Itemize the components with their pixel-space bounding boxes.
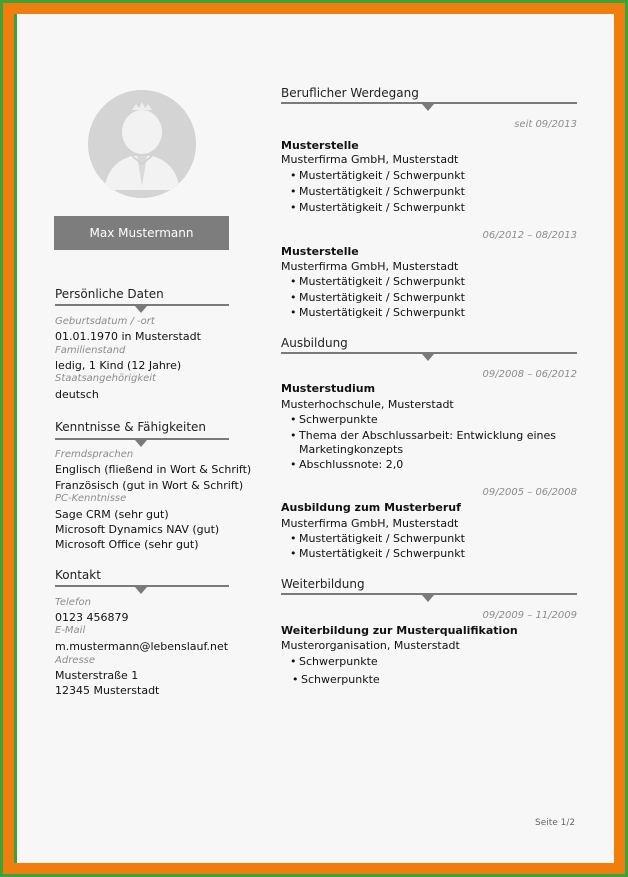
section-divider-arrow: [135, 440, 147, 447]
field-value: Microsoft Dynamics NAV (gut): [55, 523, 220, 536]
field-value: deutsch: [55, 388, 99, 401]
list-item: • Mustertätigkeit / Schwerpunkt: [299, 291, 465, 304]
entry-title: Musterstudium: [281, 382, 376, 395]
field-label: Geburtsdatum / -ort: [55, 316, 155, 327]
section-title-skills: Kenntnisse & Fähigkeiten: [55, 420, 207, 434]
list-item: • Thema der Abschlussarbeit: Entwicklung eines: [299, 429, 556, 442]
entry-subtitle: Musterfirma GmbH, Musterstadt: [281, 260, 459, 273]
entry-date: seit 09/2013: [514, 119, 577, 130]
list-item: • Mustertätigkeit / Schwerpunkt: [299, 275, 465, 288]
entry-date: 09/2009 – 11/2009: [482, 610, 577, 621]
list-item: • Schwerpunkte: [299, 413, 378, 426]
field-label: E-Mail: [55, 625, 86, 636]
section-divider-arrow: [422, 595, 434, 602]
entry-date: 09/2008 – 06/2012: [482, 369, 577, 380]
list-item: • Mustertätigkeit / Schwerpunkt: [299, 185, 465, 198]
entry-title: Weiterbildung zur Musterqualifikation: [281, 624, 518, 637]
entry-subtitle: Musterfirma GmbH, Musterstadt: [281, 517, 459, 530]
list-item: • Mustertätigkeit / Schwerpunkt: [299, 201, 465, 214]
list-item-continuation: Marketingkonzepts: [299, 443, 404, 456]
list-item: • Mustertätigkeit / Schwerpunkt: [299, 547, 465, 560]
entry-subtitle: Musterorganisation, Musterstadt: [281, 639, 460, 652]
field-label: Adresse: [55, 655, 96, 666]
section-title-training: Weiterbildung: [281, 577, 365, 591]
field-value: ledig, 1 Kind (12 Jahre): [55, 359, 182, 372]
field-label: Telefon: [55, 597, 91, 608]
email-link[interactable]: m.mustermann@lebenslauf.net: [55, 640, 229, 653]
section-title-career: Beruflicher Werdegang: [281, 86, 419, 100]
entry-title: Ausbildung zum Musterberuf: [281, 501, 461, 514]
field-label: PC-Kenntnisse: [55, 493, 127, 504]
field-value: Microsoft Office (sehr gut): [55, 538, 199, 551]
field-label: Familienstand: [55, 345, 126, 356]
field-label: Fremdsprachen: [55, 449, 134, 460]
list-item: • Schwerpunkte: [301, 673, 380, 686]
field-label: Staatsangehörigkeit: [55, 373, 156, 384]
name-banner: Max Mustermann: [54, 216, 229, 250]
section-title-education: Ausbildung: [281, 336, 348, 350]
field-value: Sage CRM (sehr gut): [55, 508, 169, 521]
field-value: Musterstraße 1: [55, 669, 139, 682]
list-item: • Mustertätigkeit / Schwerpunkt: [299, 169, 465, 182]
section-divider-arrow: [422, 354, 434, 361]
phone-value: 0123 456879: [55, 611, 129, 624]
list-item: • Mustertätigkeit / Schwerpunkt: [299, 306, 465, 319]
field-value: 01.01.1970 in Musterstadt: [55, 330, 201, 343]
section-divider-arrow: [422, 104, 434, 111]
field-value: Englisch (fließend in Wort & Schrift): [55, 463, 252, 476]
list-item: • Schwerpunkte: [299, 655, 378, 668]
entry-date: 09/2005 – 06/2008: [482, 487, 577, 498]
list-item: • Mustertätigkeit / Schwerpunkt: [299, 532, 465, 545]
section-title-contact: Kontakt: [55, 568, 101, 582]
section-divider-arrow: [135, 306, 147, 313]
section-title-personal: Persönliche Daten: [55, 287, 164, 301]
entry-date: 06/2012 – 08/2013: [482, 230, 577, 241]
entry-title: Musterstelle: [281, 139, 359, 152]
entry-subtitle: Musterhochschule, Musterstadt: [281, 398, 454, 411]
entry-subtitle: Musterfirma GmbH, Musterstadt: [281, 153, 459, 166]
frame-edge-left: [0, 0, 3, 877]
field-value: 12345 Musterstadt: [55, 684, 160, 697]
field-value: Französisch (gut in Wort & Schrift): [55, 479, 244, 492]
page-number: Seite 1/2: [535, 818, 576, 828]
list-item: • Abschlussnote: 2,0: [299, 458, 403, 471]
entry-title: Musterstelle: [281, 245, 359, 258]
avatar-placeholder: [88, 90, 196, 198]
section-divider-arrow: [135, 587, 147, 594]
person-silhouette-icon: [88, 90, 196, 198]
cv-page: [17, 14, 614, 863]
frame-edge-top: [0, 0, 628, 3]
